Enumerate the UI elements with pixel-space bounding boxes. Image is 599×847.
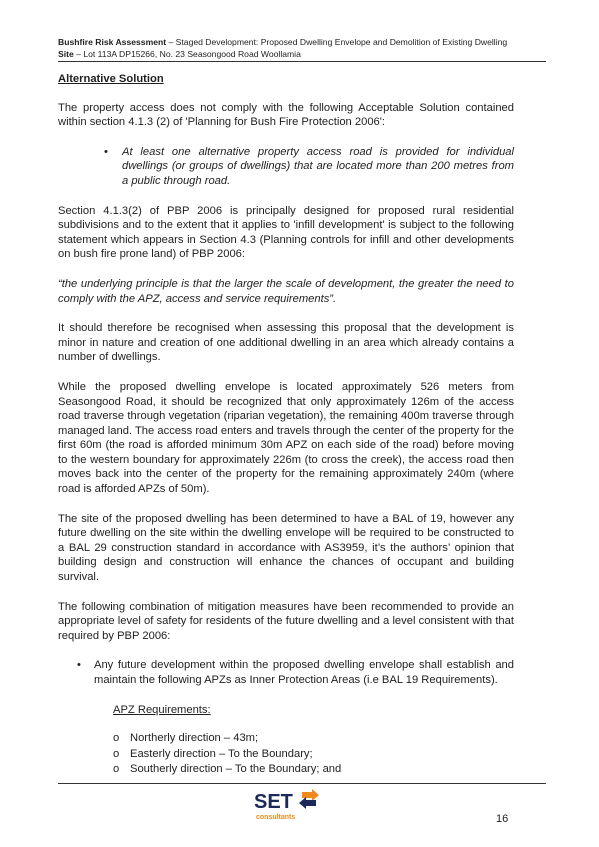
header-site-rest: – Lot 113A DP15266, No. 23 Seasongood Road Woollamia <box>73 49 301 59</box>
bullet-icon: • <box>77 659 81 672</box>
set-consultants-logo <box>252 788 322 822</box>
section-title: Alternative Solution <box>58 73 164 85</box>
footer-divider <box>58 783 546 784</box>
document-body <box>58 66 514 777</box>
pbp-quote: “the underlying principle is that the larger the scale of development, the greater the need to comply with the APZ, access and service requirements”. <box>58 277 514 305</box>
paragraph-5: The site of the proposed dwelling has been determined to have a BAL of 19, however any future dwelling on the site within the dwelling envelope will be required to be constructed to a BAL 29 construction standard in accordance with AS3959, it’s the authors’ opinion that building design and construction will enhance the chances of occupant and building survival. <box>58 512 514 584</box>
header-title-rest: – Staged Development: Proposed Dwelling Envelope and Demolition of Existing Dwelling <box>166 37 508 47</box>
acceptable-solution-text: At least one alternative property access road is provided for individual dwellings (or groups of dwellings) that are located more than 200 metres from a public through road. <box>122 145 514 187</box>
list-item <box>113 731 514 746</box>
paragraph-1: The property access does not comply with the following Acceptable Solution contained within section 4.1.3 (2) of 'Planning for Bush Fire Protection 2006': <box>58 101 514 129</box>
page-header <box>58 36 546 60</box>
mitigation-text: Any future development within the proposed dwelling envelope shall establish and maintain the following APZs as Inner Protection Areas (i.e BAL 19 Requirements). <box>94 659 514 686</box>
header-title-bold: Bushfire Risk Assessment <box>58 37 167 47</box>
circle-bullet-icon: o <box>113 763 120 775</box>
header-line-1 <box>58 36 546 48</box>
circle-bullet-icon: o <box>113 747 120 760</box>
bullet-icon: • <box>104 145 108 158</box>
paragraph-4: While the proposed dwelling envelope is located approximately 526 meters from Seasongood Road, it should be recognized that only approximately 126m of the access road traverse through vegetation (riparian vegetation), the remaining 400m traverse through managed land. The access road enters and travels through the center of the property for the first 60m (the road is afforded minimum 30m APZ on each side of the road) before moving to the western boundary for approximately 226m (to cross the creek), the access road then moves back into the center of the property for the remaining approximately 240m (where road is afforded APZs of 50m). <box>58 380 514 496</box>
header-site-bold: Site <box>58 49 74 59</box>
header-line-2 <box>58 48 546 60</box>
apz-item-north: Northerly direction – 43m; <box>130 732 259 745</box>
apz-list <box>113 731 514 777</box>
logo-text: SET <box>254 791 293 813</box>
arrows-logo-icon <box>299 789 319 809</box>
paragraph-2: Section 4.1.3(2) of PBP 2006 is principally designed for proposed rural residential subdivisions and to the extent that it applies to 'infill development' is subject to the following statement which appears in Section 4.3 (Planning controls for infill and other developments on bush fire prone land) of PBP 2006: <box>58 204 514 261</box>
apz-requirements-heading: APZ Requirements: <box>113 703 211 716</box>
header-divider <box>58 61 546 62</box>
logo-graphic <box>252 788 322 822</box>
acceptable-solution-bullet <box>58 145 514 189</box>
apz-item-east: Easterly direction – To the Boundary; <box>130 747 313 760</box>
logo-subtext: consultants <box>256 814 296 821</box>
paragraph-3: It should therefore be recognised when assessing this proposal that the development is minor in nature and creation of one additional dwelling in an area which already contains a number of dwellings. <box>58 322 514 364</box>
list-item <box>113 747 514 762</box>
list-item <box>113 762 514 777</box>
circle-bullet-icon: o <box>113 732 120 745</box>
mitigation-bullet <box>58 658 514 687</box>
paragraph-6: The following combination of mitigation measures have been recommended to provide an appropriate level of safety for residents of the future dwelling and a level consistent with that required by PBP 2006: <box>58 600 514 642</box>
page-number: 16 <box>496 813 509 825</box>
apz-item-south: Southerly direction – To the Boundary; and <box>130 763 342 775</box>
